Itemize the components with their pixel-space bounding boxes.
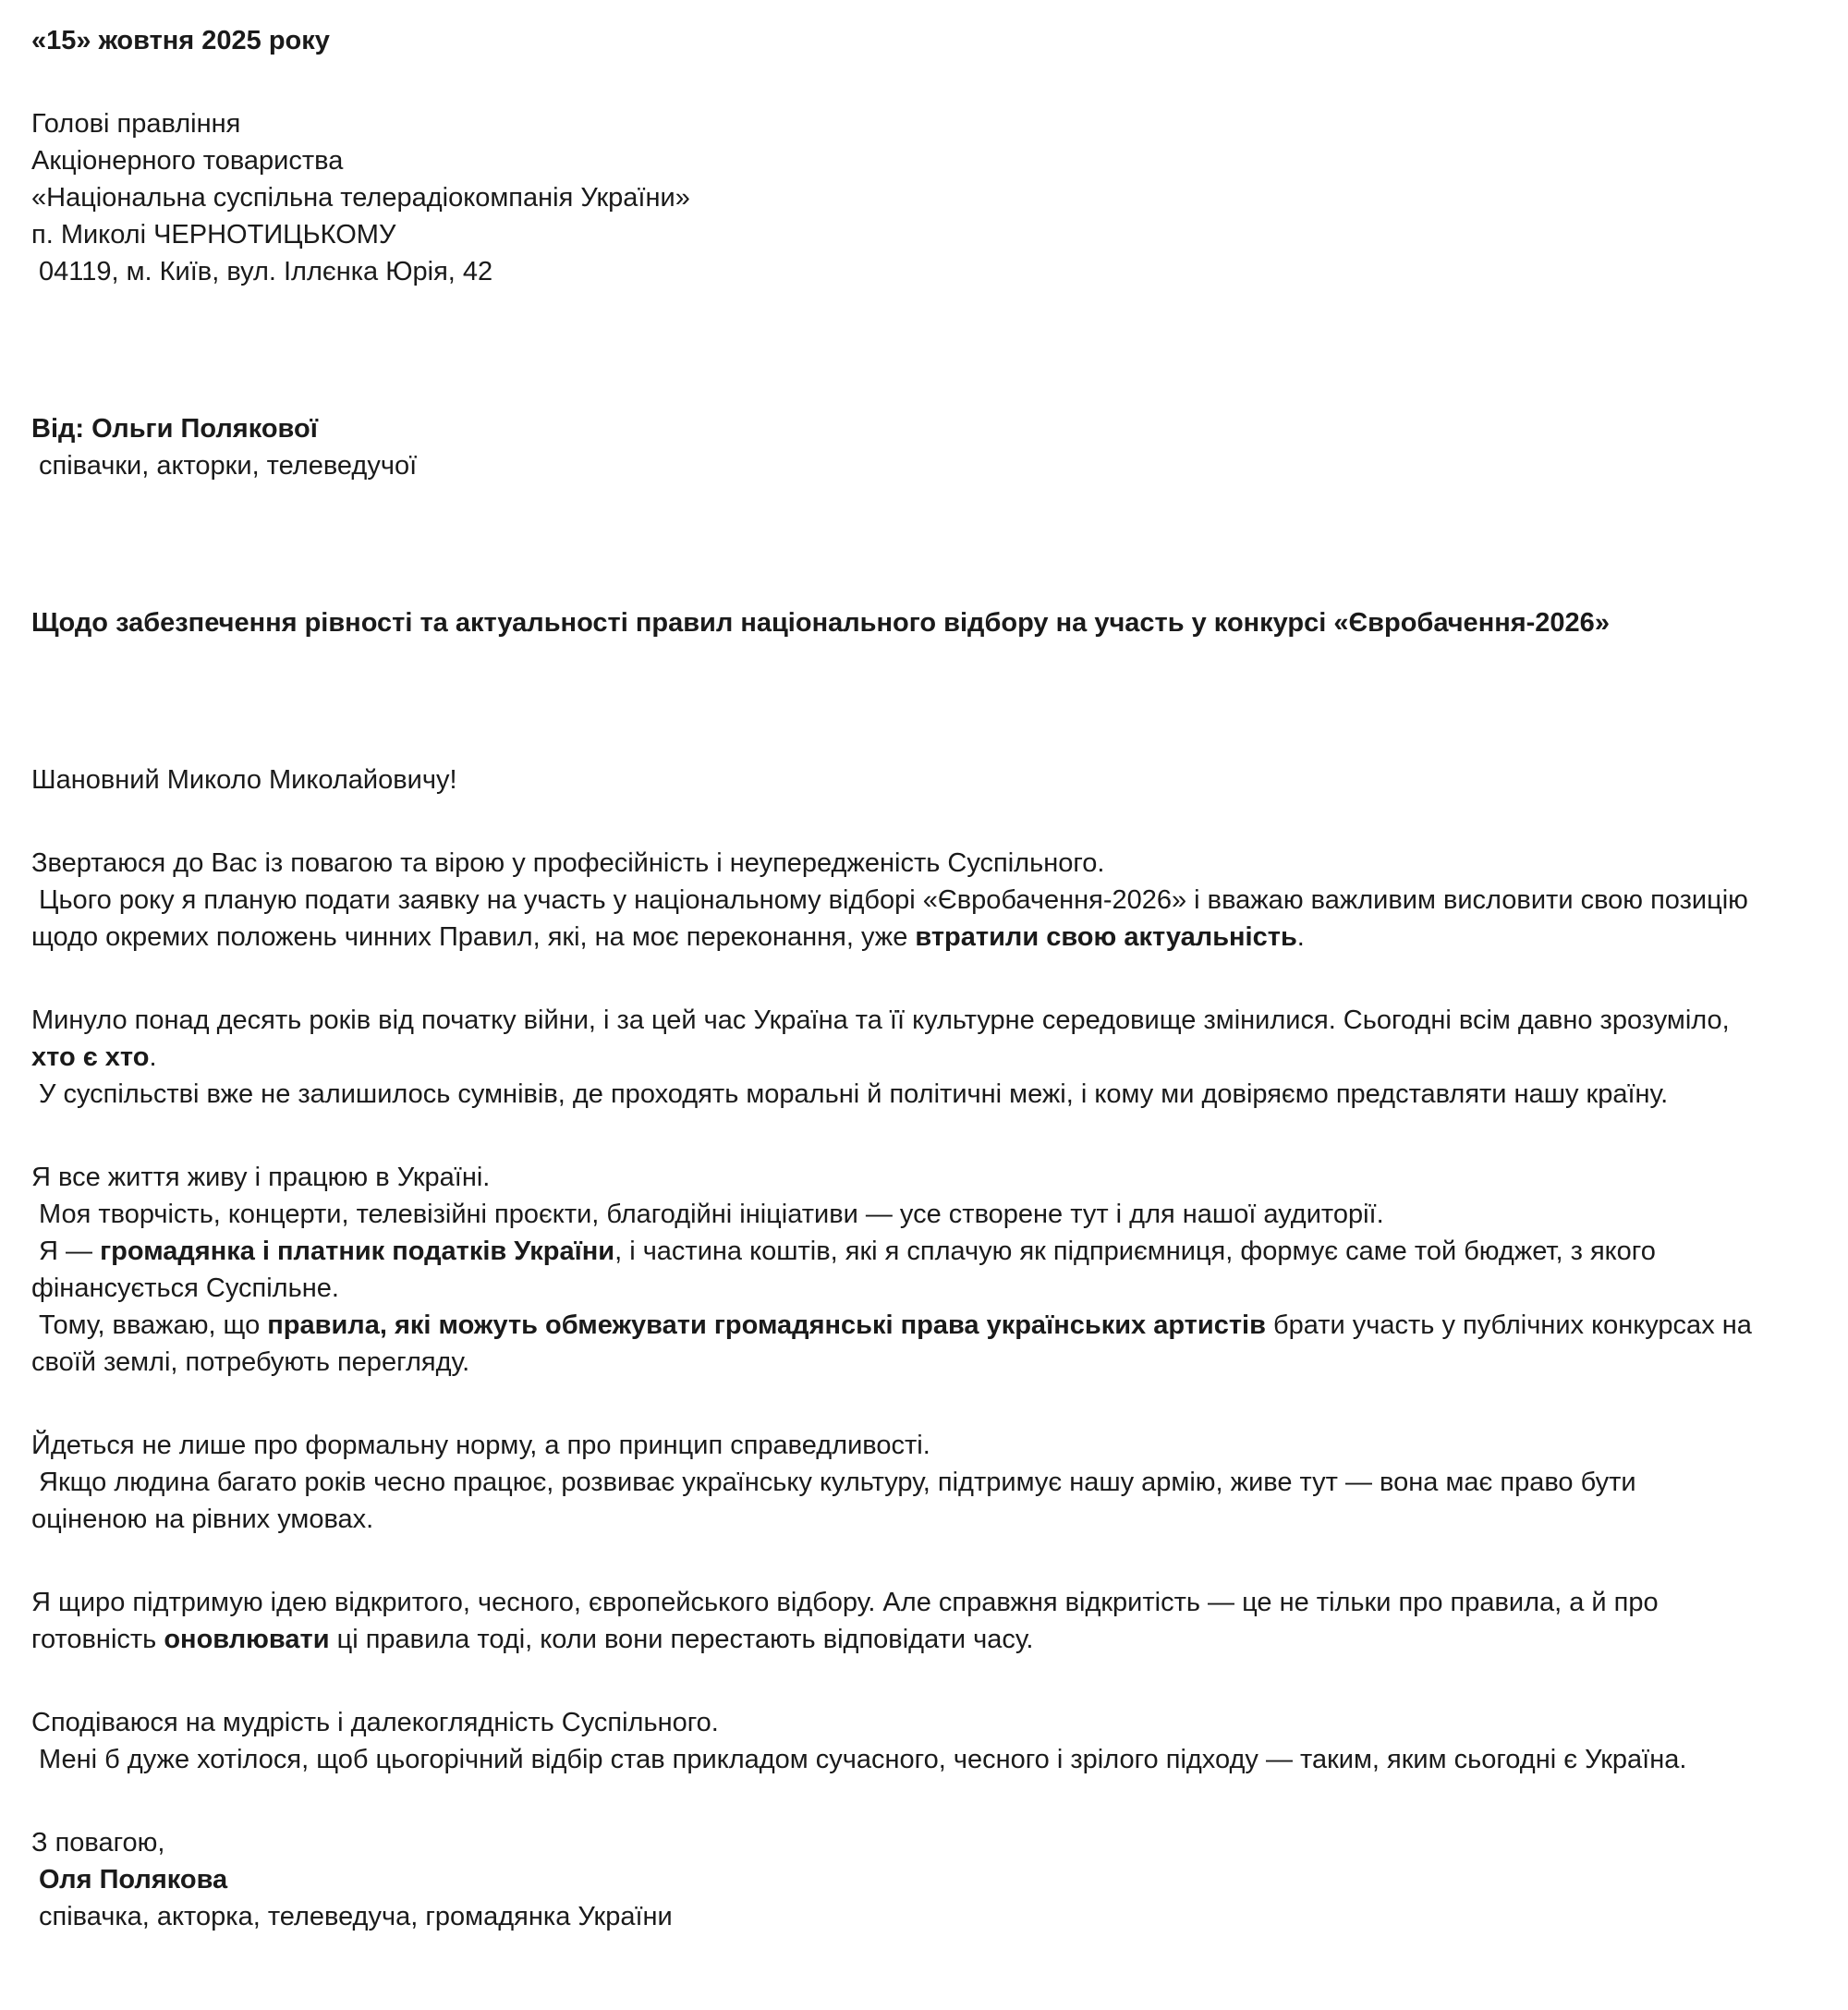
sender-from: Від: Ольги Полякової — [31, 414, 318, 444]
sender-role: співачки, акторки, телеведучої — [39, 451, 418, 481]
paragraph-line: Цього року я планую подати заявку на участь у національному відборі «Євробачення-2026» і вважаю важливим висловити свою позицію — [39, 885, 1748, 915]
addressee-title: Голові правління — [31, 109, 241, 139]
paragraph-line: Я все життя живу і працюю в Україні. — [31, 1163, 491, 1192]
paragraph-1 — [31, 845, 1833, 956]
closing-block — [31, 1824, 1833, 1935]
paragraph-5 — [31, 1584, 1833, 1658]
paragraph-line — [31, 1621, 1833, 1658]
emphasis-text: громадянка і платник податків України — [100, 1236, 615, 1266]
emphasis-text: оновлювати — [164, 1625, 330, 1654]
signature-title: співачка, акторка, телеведуча, громадянка України — [39, 1902, 673, 1931]
paragraph-3 — [31, 1159, 1833, 1381]
paragraph-line: Звертаюся до Вас із повагою та вірою у професійність і неупередженість Суспільного. — [31, 848, 1105, 878]
paragraph-line: Минуло понад десять років від початку війни, і за цей час Україна та її культурне середовище змінилися. Сьогодні всім давно зрозуміло, — [31, 1005, 1730, 1035]
text-run: щодо окремих положень чинних Правил, які, на моє переконання, уже — [31, 922, 916, 952]
letter-greeting: Шановний Миколо Миколайовичу! — [31, 765, 457, 795]
paragraph-line: Йдеться не лише про формальну норму, а про принцип справедливості. — [31, 1431, 930, 1460]
letter-subject: Щодо забезпечення рівності та актуальності правил національного відбору на участь у конкурсі «Євробачення-2026» — [31, 608, 1610, 638]
emphasis-text: втратили свою актуальність — [915, 922, 1297, 952]
greeting-block — [31, 761, 1833, 798]
paragraph-line: Мені б дуже хотілося, щоб цьогорічний відбір став прикладом сучасного, чесного і зрілого підходу — таким, яким сьогодні є Україна. — [39, 1745, 1687, 1774]
paragraph-line — [31, 1039, 1833, 1076]
paragraph-line: Я щиро підтримую ідею відкритого, чесного, європейського відбору. Але справжня відкритість — це не тільки про правила, а й про — [31, 1588, 1659, 1617]
text-run: Я — — [39, 1236, 101, 1266]
paragraph-line — [31, 919, 1833, 956]
text-run: . — [149, 1042, 157, 1072]
text-run: брати участь у публічних конкурсах на — [1265, 1310, 1752, 1340]
addressee-company-type: Акціонерного товариства — [31, 146, 344, 176]
text-run: Тому, вважаю, що — [39, 1310, 268, 1340]
paragraph-line: Сподіваюся на мудрість і далекоглядність Суспільного. — [31, 1708, 719, 1737]
emphasis-text: хто є хто — [31, 1042, 150, 1072]
paragraph-line: оціненою на рівних умовах. — [31, 1504, 374, 1534]
paragraph-line — [31, 1307, 1833, 1344]
text-run: . — [1296, 922, 1305, 952]
letter-date: «15» жовтня 2025 року — [31, 26, 330, 55]
subject-block — [31, 604, 1833, 641]
emphasis-text: правила, які можуть обмежувати громадянські права українських артистів — [267, 1310, 1266, 1340]
closing-regards: З повагою, — [31, 1828, 165, 1858]
text-run: ці правила тоді, коли вони перестають відповідати часу. — [329, 1625, 1034, 1654]
text-run: готовність — [31, 1625, 164, 1654]
addressee-address: 04119, м. Київ, вул. Іллєнка Юрія, 42 — [39, 257, 493, 286]
paragraph-line: Якщо людина багато років чесно працює, розвиває українську культуру, підтримує нашу армію, живе тут — вона має право бути — [39, 1468, 1636, 1497]
paragraph-2 — [31, 1002, 1833, 1113]
paragraph-line: своїй землі, потребують перегляду. — [31, 1347, 470, 1377]
paragraph-4 — [31, 1427, 1833, 1538]
paragraph-6 — [31, 1704, 1833, 1778]
text-run: , і частина коштів, які я сплачую як підприємниця, формує саме той бюджет, з якого — [614, 1236, 1656, 1266]
addressee-name: п. Миколі ЧЕРНОТИЦЬКОМУ — [31, 220, 396, 250]
paragraph-line: фінансується Суспільне. — [31, 1273, 339, 1303]
paragraph-line: У суспільстві вже не залишилось сумнівів, де проходять моральні й політичні межі, і кому ми довіряємо представляти нашу країну. — [39, 1079, 1669, 1109]
letter — [31, 22, 1833, 1935]
paragraph-line — [31, 1233, 1833, 1270]
addressee-block — [31, 105, 1833, 290]
addressee-company-name: «Національна суспільна телерадіокомпанія України» — [31, 183, 690, 213]
letter-date-block — [31, 22, 1833, 59]
paragraph-line: Моя творчість, концерти, телевізійні проєкти, благодійні ініціативи — усе створене тут і для нашої аудиторії. — [39, 1200, 1384, 1229]
sender-block — [31, 410, 1833, 484]
signature-name: Оля Полякова — [39, 1865, 228, 1894]
